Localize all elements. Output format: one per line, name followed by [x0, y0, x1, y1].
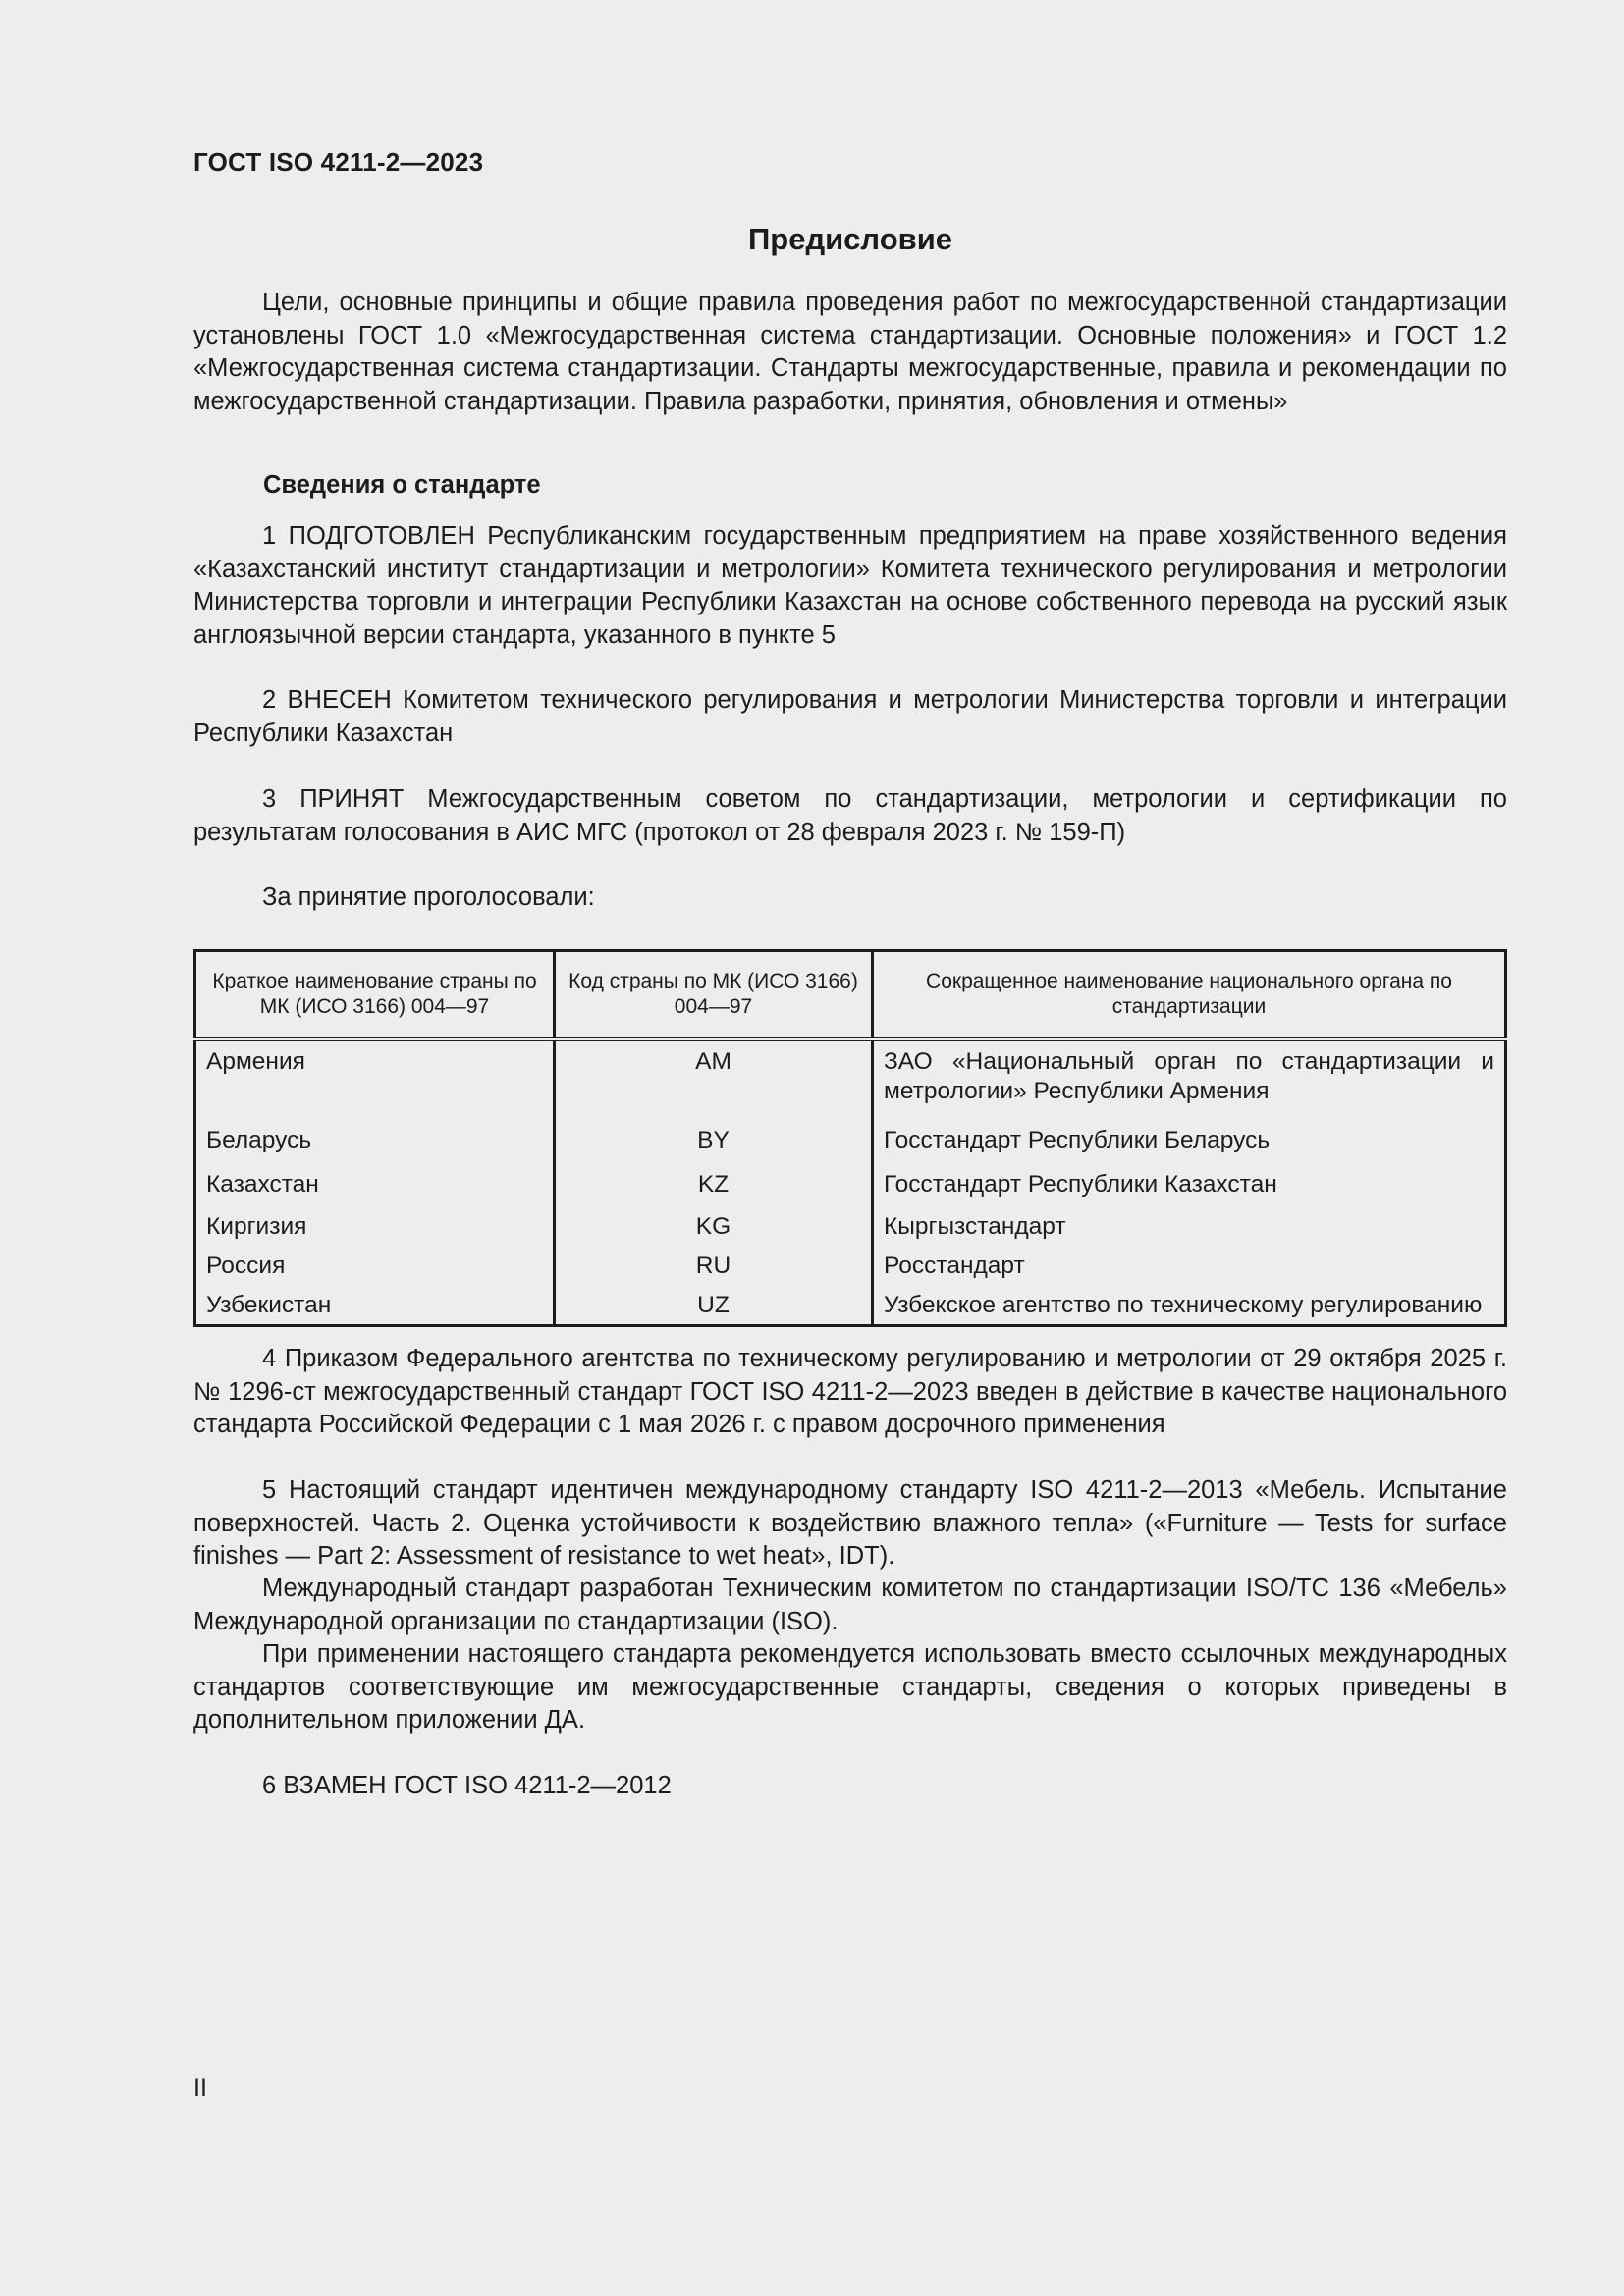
table-row — [195, 1288, 1506, 1325]
code-cell: AM — [555, 1039, 873, 1123]
code-cell: BY — [555, 1123, 873, 1167]
country-cell: Россия — [195, 1249, 555, 1288]
body-cell: Росстандарт — [884, 1253, 1025, 1279]
body-cell: Кыргызстандарт — [884, 1213, 1066, 1240]
code-cell: UZ — [555, 1288, 873, 1325]
item-6-paragraph: 6 ВЗАМЕН ГОСТ ISO 4211-2—2012 — [262, 1772, 672, 1799]
body-cell: Госстандарт Республики Беларусь — [884, 1127, 1271, 1153]
country-cell: Киргизия — [195, 1209, 555, 1249]
item-4-paragraph: 4 Приказом Федерального агентства по техническому регулированию и метрологии от 29 октября 2025 г. № 1296-ст межгосударственный стандарт ГОСТ ISO 4211-2—2023 введен в действие в качестве национального стандарта Российской Федерации с 1 мая 2026 г. с правом досрочного применения — [193, 1345, 1507, 1438]
column-header-code: Код страны по МК (ИСО 3166) 004—97 — [555, 951, 873, 1040]
body-cell: Узбекское агентство по техническому регулированию — [884, 1292, 1483, 1318]
item-1-paragraph: 1 ПОДГОТОВЛЕН Республиканским государственным предприятием на праве хозяйственного ведения «Казахстанский институт стандартизации и метрологии» Комитета технического регулирования и метрологии Министерства торговли и интеграции Республики Казахстан на основе собственного перевода на русский язык англоязычной версии стандарта, указанного в пункте 5 — [193, 522, 1507, 649]
table-row — [195, 1167, 1506, 1209]
table-row — [195, 1209, 1506, 1249]
body-cell: ЗАО «Национальный орган по стандартизации и метрологии» Республики Армения — [884, 1048, 1494, 1104]
page-number: II — [193, 2074, 207, 2102]
table-row — [195, 1039, 1506, 1123]
voting-table — [193, 949, 1507, 1327]
page-title: Предисловие — [747, 222, 952, 256]
country-cell: Беларусь — [195, 1123, 555, 1167]
document-code: ГОСТ ISO 4211-2—2023 — [193, 147, 484, 177]
intro-paragraph: Цели, основные принципы и общие правила проведения работ по межгосударственной стандартизации установлены ГОСТ 1.0 «Межгосударственная система стандартизации. Основные положения» и ГОСТ 1.2 «Межгосударственная система стандартизации. Стандарты межгосударственные, правила и рекомендации по межгосударственной стандартизации. Правила разработки, принятия, обновления и отмены» — [193, 289, 1507, 415]
code-cell: RU — [555, 1249, 873, 1288]
item-5-second-paragraph: Международный стандарт разработан Техническим комитетом по стандартизации ISO/TC 136 «Мебель» Международной организации по стандартизации (ISO). — [193, 1575, 1507, 1635]
table-row — [195, 1249, 1506, 1288]
item-2-paragraph: 2 ВНЕСЕН Комитетом технического регулирования и метрологии Министерства торговли и интеграции Республики Казахстан — [193, 686, 1507, 747]
column-header-body: Сокращенное наименование национального органа по стандартизации — [873, 951, 1506, 1040]
table-header-row — [195, 951, 1506, 1040]
country-cell: Армения — [195, 1039, 555, 1123]
section-heading: Сведения о стандарте — [263, 471, 541, 499]
item-5-paragraph: 5 Настоящий стандарт идентичен международному стандарту ISO 4211-2—2013 «Мебель. Испытание поверхностей. Часть 2. Оценка устойчивости к воздействию влажного тепла» («Furniture — Tests for surface finishes — Part 2: Assessment of resistance to wet heat», IDT). — [193, 1476, 1507, 1570]
item-5-third-paragraph: При применении настоящего стандарта рекомендуется использовать вместо ссылочных международных стандартов соответствующие им межгосударственные стандарты, сведения о которых приведены в дополнительном приложении ДА. — [193, 1640, 1507, 1734]
code-cell: KG — [555, 1209, 873, 1249]
country-cell: Казахстан — [195, 1167, 555, 1209]
voted-label: За принятие проголосовали: — [262, 883, 595, 911]
item-3-paragraph: 3 ПРИНЯТ Межгосударственным советом по стандартизации, метрологии и сертификации по результатам голосования в АИС МГС (протокол от 28 февраля 2023 г. № 159-П) — [193, 785, 1507, 846]
table-row — [195, 1123, 1506, 1167]
country-cell: Узбекистан — [195, 1288, 555, 1325]
code-cell: KZ — [555, 1167, 873, 1209]
body-cell: Госстандарт Республики Казахстан — [884, 1171, 1277, 1198]
column-header-country: Краткое наименование страны по МК (ИСО 3166) 004—97 — [195, 951, 555, 1040]
